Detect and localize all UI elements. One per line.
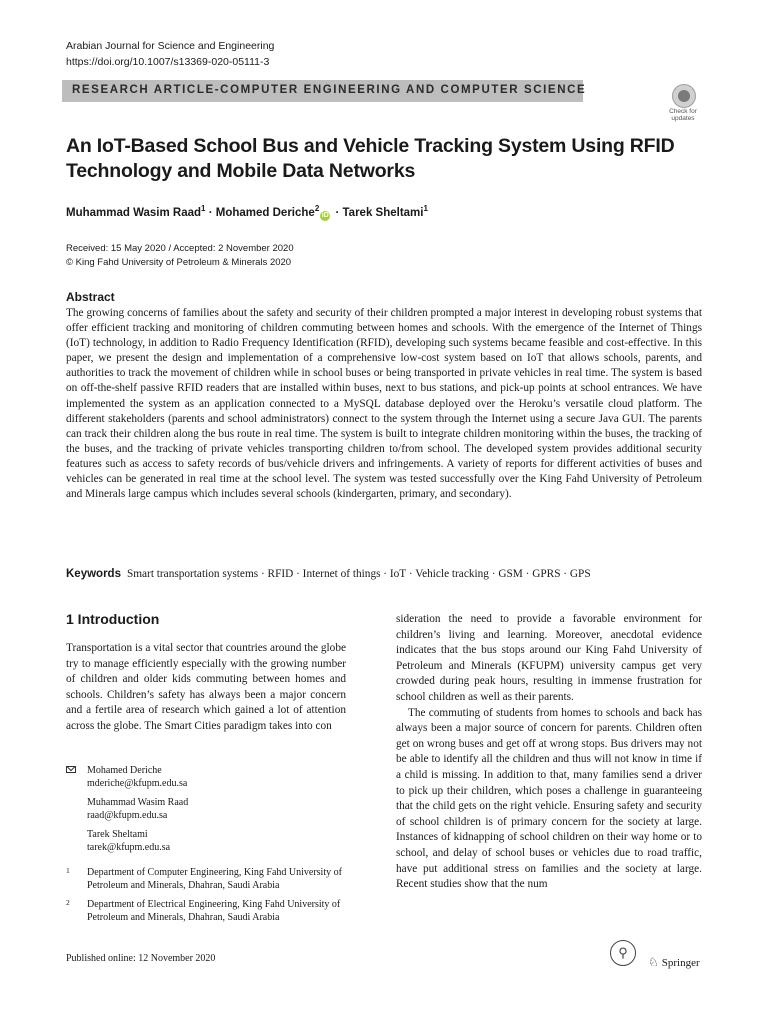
author-affiliation-marker: 1 [423, 204, 428, 213]
contact-entry [66, 764, 356, 790]
article-category: RESEARCH ARTICLE-COMPUTER ENGINEERING AND COMPUTER SCIENCE [72, 84, 587, 96]
author-separator: · [208, 206, 213, 219]
author-name: Muhammad Wasim Raad [66, 206, 202, 219]
body-paragraph: sideration the need to provide a favorable environment for children’s living and learning. Moreover, anecdotal evidence indicates that the bus stops around our King Fahd University of Petroleum and Minerals (KFUPM) university campus get very crowded during peak hours, resulting in immense frustration for school children as well as their parents. [396, 613, 702, 703]
paper-title: An IoT-Based School Bus and Vehicle Tracking System Using RFID Technology and Mobile Data Networks [66, 135, 675, 182]
keywords-section [66, 568, 706, 580]
published-online-date: Published online: 12 November 2020 [66, 953, 216, 964]
affiliation-number: 1 [66, 866, 70, 875]
springer-horse-icon: ♘ [648, 955, 659, 969]
abstract-heading: Abstract [66, 290, 115, 304]
author-name: Tarek Sheltami [342, 206, 424, 219]
publisher-logo [648, 955, 700, 970]
author-affiliation-marker: 1 [201, 204, 206, 213]
check-updates-label: Check for updates [669, 108, 697, 122]
received-accepted-dates: Received: 15 May 2020 / Accepted: 2 November 2020 [66, 243, 294, 254]
keywords-list: Smart transportation systems · RFID · Internet of things · IoT · Vehicle tracking · GSM · GPRS · GPS [126, 568, 591, 580]
article-category-bar [62, 80, 587, 102]
section-heading-introduction: 1 Introduction [66, 611, 160, 627]
body-paragraph: The commuting of students from homes to schools and back has always been a major source of concern for parents. Children often get on wrong buses and get off at wrong stops. Bus drivers may not be able to identify all the children and thus will not know in time if a child is missing. In addition to that, many families send a driver to pick up their children, which poses a challenge in guaranteeing that the child gets on the right vehicle. Ensuring safety and security of school children is of primary concern for the society at large. Instances of kidnapping of school children on their way home or to school, and delay of school buses or vehicles due to road traffic, have put additional stress on families and the society at large. Recent studies show that the num [396, 706, 702, 891]
intro-left-column [66, 641, 346, 735]
affiliation-text: Department of Electrical Engineering, King Fahd University of Petroleum and Minerals, Dhahran, Saudi Arabia [87, 899, 341, 923]
affiliation-entry [66, 898, 356, 924]
author-separator: · [335, 206, 340, 219]
journal-name: Arabian Journal for Science and Engineering [66, 40, 275, 52]
contact-entry [66, 828, 356, 854]
contact-email[interactable]: mderiche@kfupm.edu.sa [87, 778, 188, 789]
copyright-notice: © King Fahd University of Petroleum & Minerals 2020 [66, 257, 292, 268]
affiliation-number: 2 [66, 898, 70, 907]
keywords-label: Keywords [66, 568, 121, 580]
envelope-icon [66, 766, 76, 773]
journal-seal-icon: ⚲ [610, 940, 640, 970]
check-for-updates-badge[interactable] [663, 84, 703, 124]
contact-entry [66, 796, 356, 822]
check-updates-icon [672, 84, 696, 108]
orcid-icon[interactable]: iD [321, 211, 329, 219]
affiliation-entry [66, 866, 356, 892]
contact-name: Mohamed Deriche [87, 765, 162, 776]
contact-name: Tarek Sheltami [87, 829, 148, 840]
intro-right-column [396, 612, 702, 893]
abstract-text: The growing concerns of families about the safety and security of their children prompted a major interest in developing robust systems that offer efficient tracking and monitoring of children commuting between homes and schools. With the emergence of the Internet of Things (IoT) technology, in addition to Radio Frequency Identification (RFID), developing such systems became feasible and cost-effective. In this paper, we present the design and implementation of a comprehensive low-cost system based on IoT that allows schools, parents, and authorities to track the movement of children while in school buses or being transported in private vehicles in real time. The system is based on off-the-shelf passive RFID readers that are installed within buses, next to bus stations, and pick-up points at school entrances. We have implemented the system as an application connected to a MySQL database deployed over the Heroku’s versatile cloud platform. The different stakeholders (parents and school administrators) connect to the system through the Internet using a secure Java GUI. The parents can track their children along the bus route in real time. The system is built to integrate children monitoring within the buses, the tracking of the buses, and the tracking of private vehicles transporting children to/from school. The developed system provides additional security features such as access to safety records of bus/vehicle drivers and infringements. A variety of reports for different activities of buses and vehicles can be generated in real time at the school level. The system was tested successfully over the King Fahd University of Petroleum and Minerals large campus which includes several schools (kindergarten, primary, and secondary). [66, 307, 702, 501]
body-paragraph: Transportation is a vital sector that countries around the globe try to manage efficiently especially with the growing number of children and older kids commuting between homes and schools. Children’s safety has always been a major concern and a fertile area of research which gained a lot of attention across the globe. The Smart Cities paradigm takes into con [66, 642, 346, 732]
contact-name: Muhammad Wasim Raad [87, 797, 189, 808]
publisher-name: Springer [661, 957, 700, 969]
author-list [66, 204, 428, 221]
correspondence-block [66, 764, 356, 930]
contact-email[interactable]: raad@kfupm.edu.sa [87, 810, 168, 821]
contact-email[interactable]: tarek@kfupm.edu.sa [87, 842, 171, 853]
affiliation-text: Department of Computer Engineering, King Fahd University of Petroleum and Minerals, Dhahran, Saudi Arabia [87, 867, 342, 891]
author-name: Mohamed Deriche [215, 206, 315, 219]
doi-link[interactable]: https://doi.org/10.1007/s13369-020-05111-3 [66, 56, 270, 68]
author-affiliation-marker: 2 [314, 204, 320, 213]
